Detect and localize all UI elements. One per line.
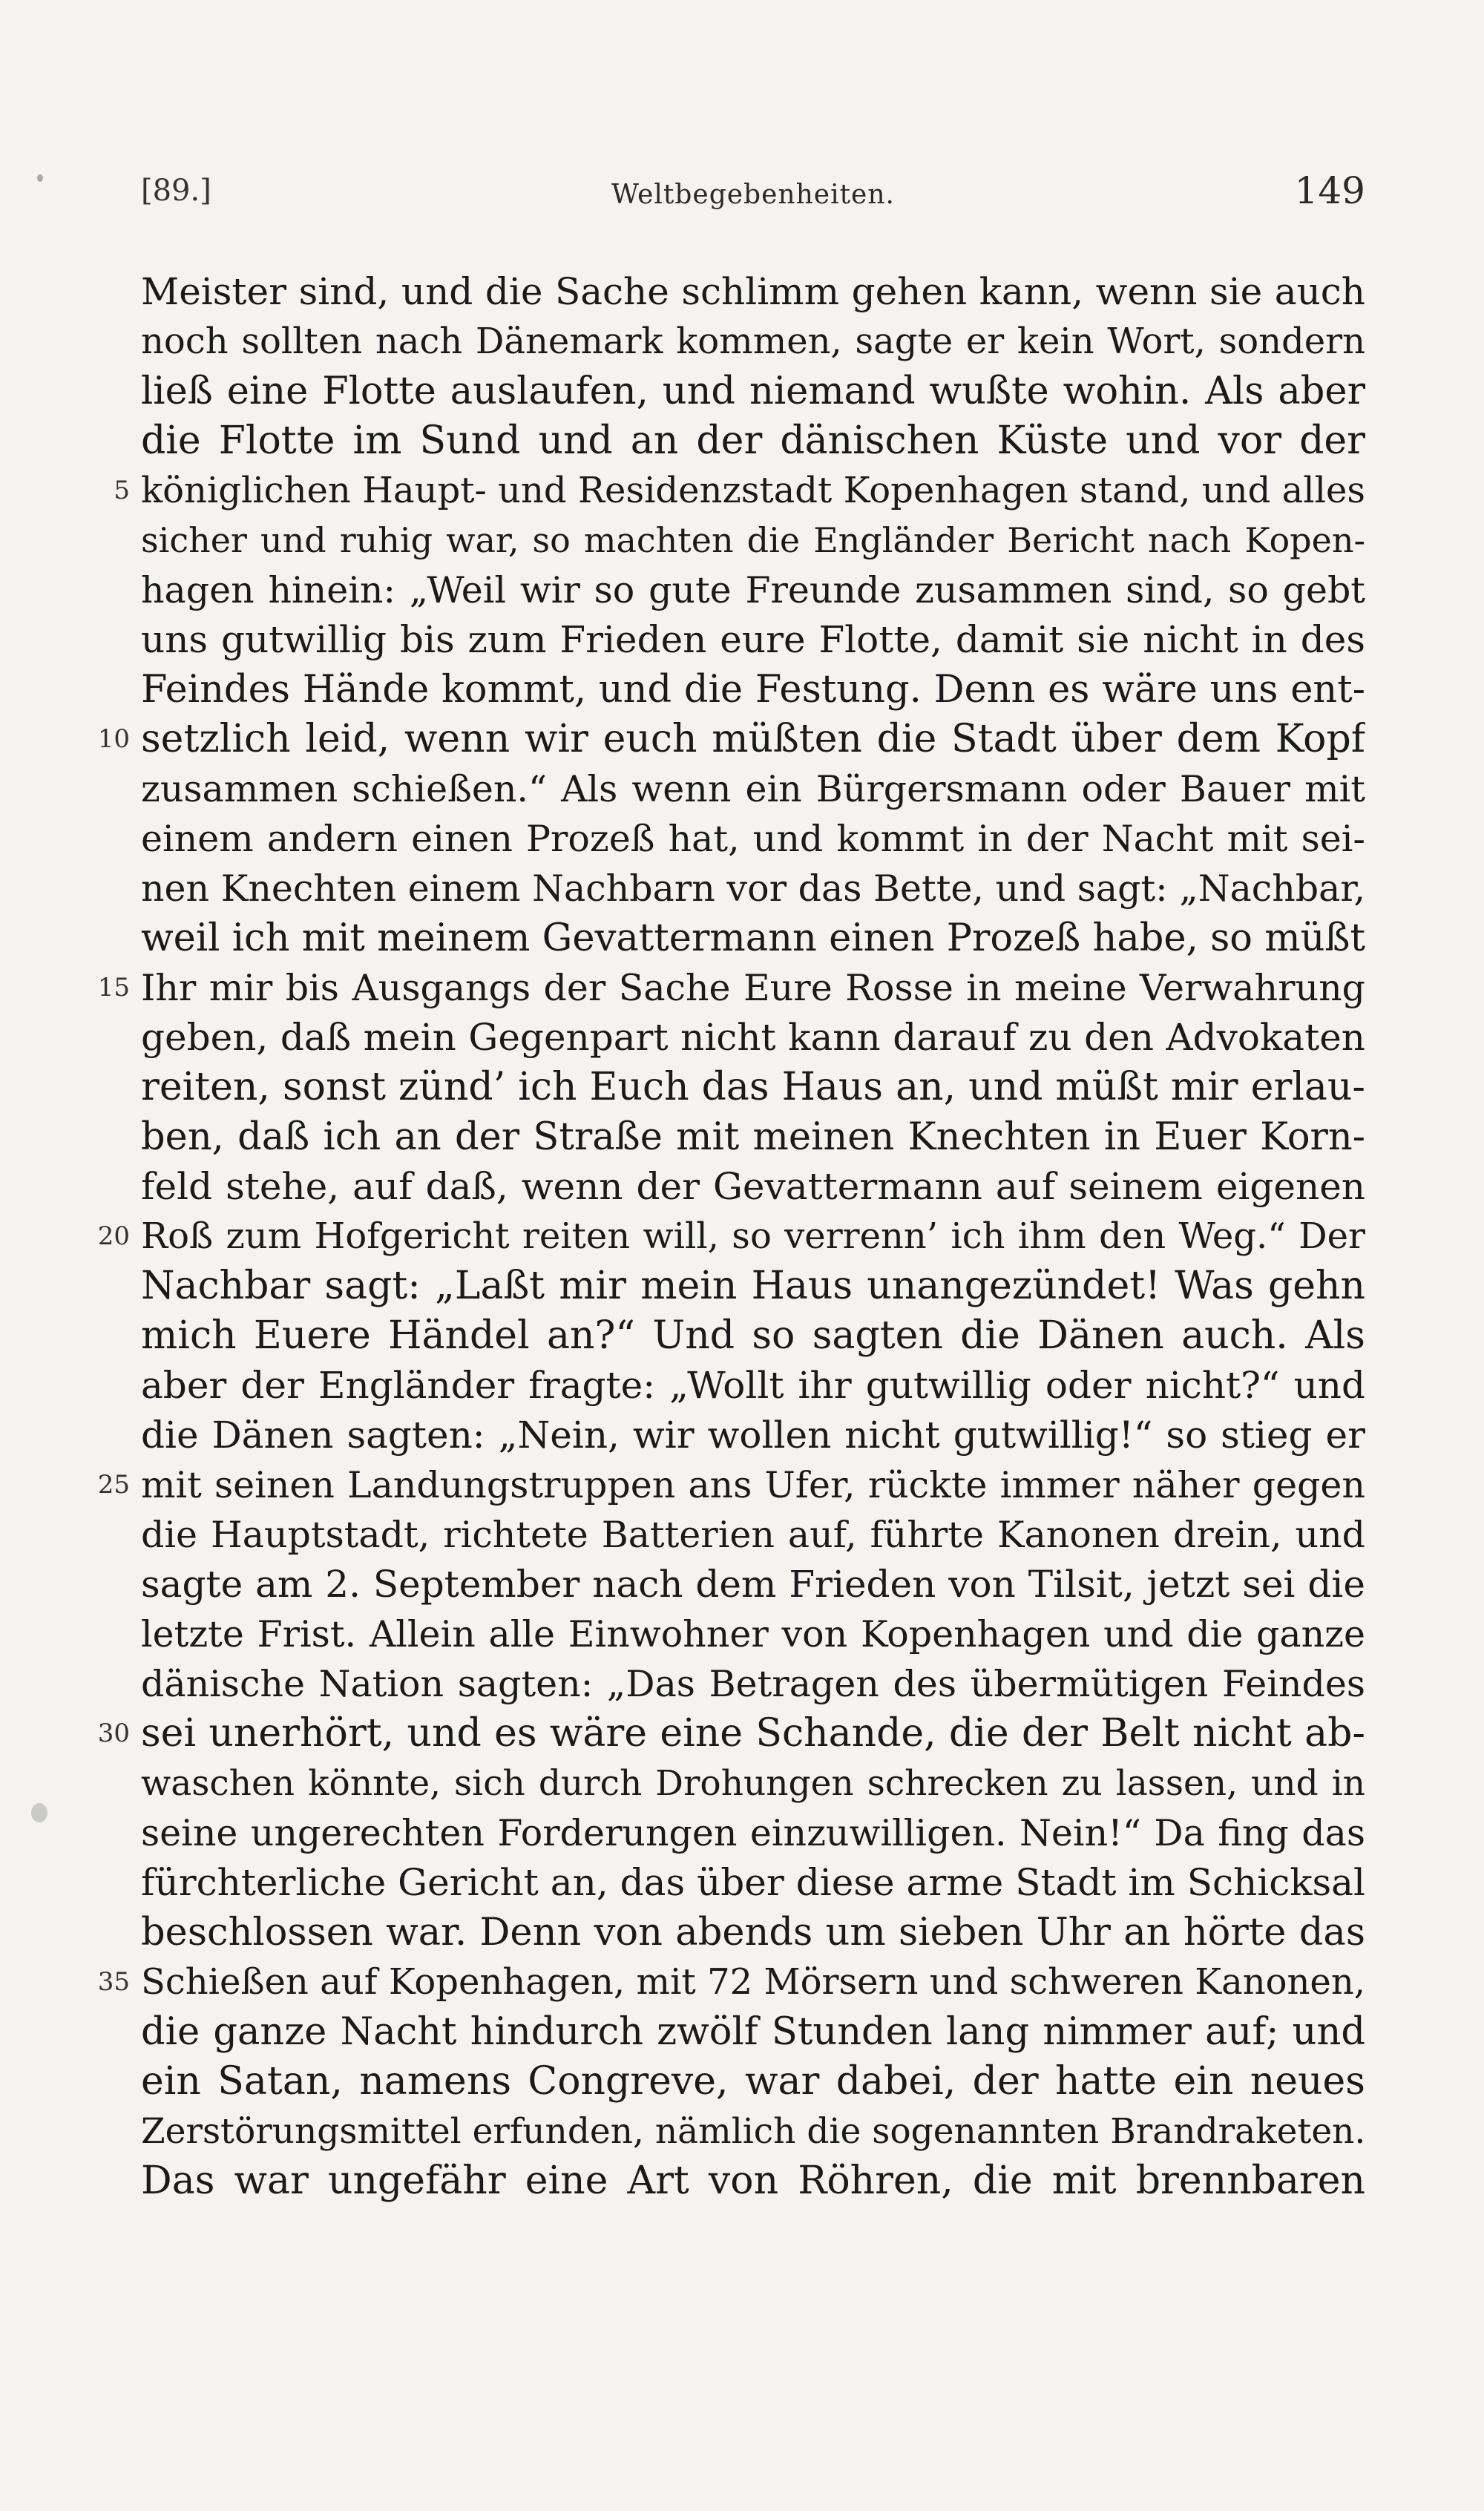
text-line: uns gutwillig bis zum Frieden eure Flotte, damit sie nicht in des (141, 618, 1365, 661)
text-line: ben, daß ich an der Straße mit meinen Knechten in Euer Korn- (141, 1115, 1365, 1159)
text-row (141, 864, 1365, 913)
text-line: Schießen auf Kopenhagen, mit 72 Mörsern und schweren Kanonen, (141, 1961, 1365, 2003)
text-line: die ganze Nacht hindurch zwölf Stunden lang nimmer auf; und (141, 2010, 1365, 2054)
line-number: 25 (97, 1470, 130, 1500)
text-line: königlichen Haupt- und Residenzstadt Kopenhagen stand, und alles (141, 470, 1365, 511)
text-row (114, 466, 1365, 516)
text-row (97, 715, 1365, 764)
text-line: mich Euere Händel an?“ Und so sagten die Dänen auch. Als (141, 1313, 1365, 1358)
text-row (141, 416, 1365, 466)
text-line: Meister sind, und die Sache schlimm gehen kann, wenn sie auch (141, 270, 1365, 313)
text-row (141, 367, 1365, 416)
section-marker: [89.] (141, 174, 211, 208)
text-line: seine ungerechten Forderungen einzuwilligen. Nein!“ Da fing das (141, 1812, 1365, 1854)
text-row (97, 1212, 1365, 1261)
text-row (141, 2007, 1365, 2057)
text-line: sicher und ruhig war, so machten die Engländer Bericht nach Kopen- (141, 520, 1365, 560)
text-row (141, 267, 1365, 317)
text-line: Roß zum Hofgericht reiten will, so verrenn’ ich ihm den Weg.“ Der (141, 1215, 1365, 1257)
text-line: Ihr mir bis Ausgangs der Sache Eure Rosse in meine Verwahrung (141, 967, 1365, 1009)
text-row (141, 2057, 1365, 2107)
text-row (141, 1361, 1365, 1411)
text-row (141, 1013, 1365, 1063)
line-number: 30 (97, 1719, 130, 1748)
text-row (141, 2156, 1365, 2206)
text-line: Das war ungefähr eine Art von Röhren, die mit brennbaren (141, 2159, 1365, 2203)
text-line: fürchterliche Gericht an, das über diese arme Stadt im Schicksal (141, 1861, 1365, 1904)
text-line: noch sollten nach Dänemark kommen, sagte er kein Wort, sondern (141, 321, 1365, 362)
text-line: hagen hinein: „Weil wir so gute Freunde zusammen sind, so gebt (141, 569, 1365, 611)
text-row (141, 1808, 1365, 1858)
running-header (141, 169, 1365, 221)
text-line: einem andern einen Prozeß hat, und kommt in der Nacht mit sei- (141, 818, 1365, 860)
page-speck (37, 174, 43, 182)
text-line: aber der Engländer fragte: „Wollt ihr gutwillig oder nicht?“ und (141, 1364, 1365, 1407)
line-number: 5 (114, 476, 130, 505)
line-number: 15 (97, 973, 130, 1002)
line-number: 35 (97, 1967, 130, 1997)
text-line: die Hauptstadt, richtete Batterien auf, führte Kanonen drein, und (141, 1514, 1365, 1556)
text-line: Zerstörungsmittel erfunden, nämlich die sogenannten Brandraketen. (141, 2111, 1365, 2152)
text-row (97, 1460, 1365, 1510)
text-row (141, 1659, 1365, 1709)
text-row (141, 1759, 1365, 1808)
text-row (97, 1957, 1365, 2007)
text-row (141, 1112, 1365, 1162)
text-row (141, 665, 1365, 715)
text-row (141, 814, 1365, 864)
text-line: reiten, sonst zünd’ ich Euch das Haus an, und müßt mir erlau- (141, 1065, 1365, 1109)
text-line: waschen könnte, sich durch Drohungen schrecken zu lassen, und in (141, 1763, 1365, 1804)
text-row (141, 1908, 1365, 1957)
text-row (141, 317, 1365, 367)
body-text (97, 267, 1365, 2206)
text-row (141, 913, 1365, 963)
text-line: mit seinen Landungstruppen ans Ufer, rückte immer näher gegen (141, 1464, 1365, 1506)
text-row (141, 1261, 1365, 1311)
text-row (97, 1709, 1365, 1759)
text-row (141, 1609, 1365, 1659)
text-row (141, 1411, 1365, 1460)
page-smudge (31, 1803, 47, 1822)
text-line: zusammen schießen.“ Als wenn ein Bürgersmann oder Bauer mit (141, 768, 1365, 810)
text-line: ließ eine Flotte auslaufen, und niemand wußte wohin. Als aber (141, 370, 1365, 413)
text-line: sei unerhört, und es wäre eine Schande, die der Belt nicht ab- (141, 1711, 1365, 1756)
text-line: setzlich leid, wenn wir euch müßten die Stadt über dem Kopf (141, 717, 1365, 761)
text-line: die Flotte im Sund und an der dänischen Küste und vor der (141, 418, 1365, 463)
text-line: nen Knechten einem Nachbarn vor das Bette, und sagt: „Nachbar, (141, 867, 1365, 910)
text-row (141, 516, 1365, 565)
text-line: dänische Nation sagten: „Das Betragen des übermütigen Feindes (141, 1663, 1365, 1705)
text-row (141, 565, 1365, 615)
text-line: weil ich mit meinem Gevattermann einen Prozeß habe, so müßt (141, 916, 1365, 960)
text-line: feld stehe, auf daß, wenn der Gevattermann auf seinem eigenen (141, 1165, 1365, 1208)
text-line: letzte Frist. Allein alle Einwohner von Kopenhagen und die ganze (141, 1613, 1365, 1655)
line-number: 20 (97, 1221, 130, 1251)
text-line: geben, daß mein Gegenpart nicht kann darauf zu den Advokaten (141, 1016, 1365, 1059)
text-row (141, 1311, 1365, 1361)
text-row (141, 1510, 1365, 1560)
text-line: Nachbar sagt: „Laßt mir mein Haus unangezündet! Was gehn (141, 1264, 1365, 1308)
text-row (141, 764, 1365, 814)
text-line: sagte am 2. September nach dem Frieden von Tilsit, jetzt sei die (141, 1563, 1365, 1606)
text-row (141, 1560, 1365, 1609)
running-title: Weltbegebenheiten. (611, 180, 895, 210)
text-row (141, 1858, 1365, 1908)
text-line: die Dänen sagten: „Nein, wir wollen nicht gutwillig!“ so stieg er (141, 1414, 1365, 1457)
page-number: 149 (1294, 169, 1365, 212)
text-line: ein Satan, namens Congreve, war dabei, der hatte ein neues (141, 2059, 1365, 2104)
text-line: Feindes Hände kommt, und die Festung. Denn es wäre uns ent- (141, 668, 1365, 712)
text-row (97, 963, 1365, 1013)
text-row (141, 1162, 1365, 1212)
line-number: 10 (97, 724, 130, 754)
text-row (141, 1063, 1365, 1112)
text-line: beschlossen war. Denn von abends um sieben Uhr an hörte das (141, 1911, 1365, 1954)
text-row (141, 615, 1365, 665)
text-row (141, 2107, 1365, 2156)
